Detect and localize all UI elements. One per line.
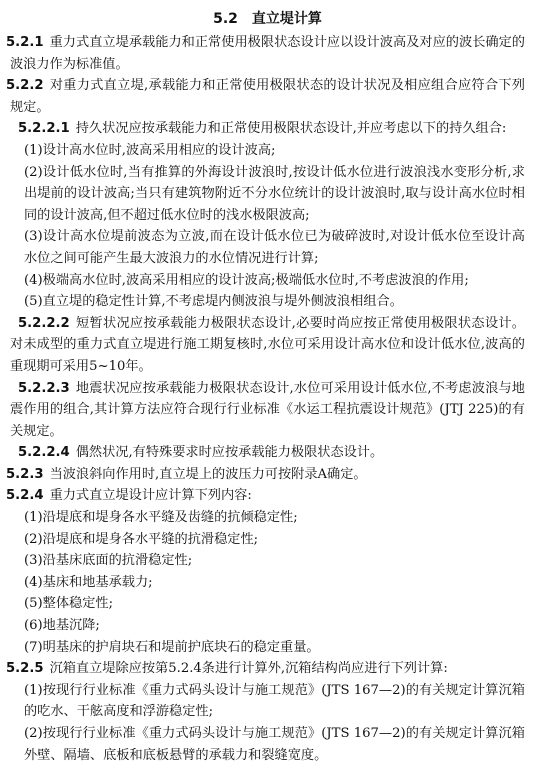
- clause-number: 5.2.1: [6, 35, 44, 50]
- list-item: [10, 680, 525, 723]
- clause-text: 当波浪斜向作用时,直立堤上的波压力可按附录A确定。: [49, 466, 367, 482]
- clause: [10, 378, 525, 443]
- clause: [6, 32, 525, 75]
- clause-number: 5.2.5: [6, 661, 44, 677]
- clause-text: 偶然状况,有特殊要求时应按承载能力极限状态设计。: [75, 445, 384, 461]
- list-item: [10, 291, 525, 313]
- clause-number: 5.2.3: [6, 466, 44, 482]
- clause-text: (2)沿堤底和堤身各水平缝的抗滑稳定性;: [24, 531, 259, 547]
- clause: [10, 118, 525, 140]
- clause: [6, 485, 525, 507]
- section-title: 直立堤计算: [251, 11, 322, 27]
- clause-text: 重力式直立堤承载能力和正常使用极限状态设计应以设计波高及对应的波长确定的波浪力作为标准值。: [10, 35, 525, 72]
- list-item: [10, 723, 525, 766]
- clause-text: (1)沿堤底和堤身各水平缝及齿缝的抗倾稳定性;: [24, 510, 298, 526]
- clause-text: (4)极端高水位时,波高采用相应的设计波高;极端低水位时,不考虑波浪的作用;: [24, 272, 469, 288]
- document-body: [6, 32, 525, 766]
- clause-text: (3)设计高水位堤前波态为立波,而在设计低水位已为破碎波时,对设计低水位至设计高水位之间可能产生最大波浪力的水位情况进行计算;: [24, 229, 525, 266]
- list-item: [10, 270, 525, 292]
- list-item: [10, 529, 525, 551]
- clause-text: (6)地基沉降;: [24, 618, 100, 634]
- list-item: [10, 162, 525, 227]
- clause-text: 沉箱直立堤除应按第5.2.4条进行计算外,沉箱结构尚应进行下列计算:: [49, 661, 448, 677]
- clause-text: 持久状况应按承载能力和正常使用极限状态设计,并应考虑以下的持久组合:: [75, 121, 507, 137]
- clause-number: 5.2.4: [6, 488, 44, 504]
- clause: [6, 464, 525, 486]
- section-heading: [10, 8, 525, 30]
- clause-number: 5.2.2.2: [18, 315, 70, 331]
- list-item: [10, 140, 525, 162]
- clause-text: (5)整体稳定性;: [24, 596, 114, 612]
- clause-number: 5.2.2.1: [18, 121, 70, 137]
- clause: [6, 658, 525, 680]
- clause-number: 5.2.2.3: [18, 380, 70, 396]
- clause-text: (2)按现行行业标准《重力式码头设计与施工规范》(JTS 167—2)的有关规定计算沉箱外壁、隔墙、底板和底板悬臂的承载力和裂缝宽度。: [24, 726, 525, 763]
- list-item: [10, 507, 525, 529]
- clause-text: 重力式直立堤设计应计算下列内容:: [49, 488, 252, 504]
- clause-text: (7)明基床的护肩块石和堤前护底块石的稳定重量。: [24, 639, 320, 655]
- clause-text: (1)设计高水位时,波高采用相应的设计波高;: [24, 142, 276, 158]
- clause-text: 短暂状况应按承载能力极限状态设计,必要时尚应按正常使用极限状态设计。对未成型的重力式直立堤进行施工期复核时,水位可采用设计高水位和设计低水位,波高的重现期可采用5~10年。: [10, 315, 525, 374]
- clause-text: 地震状况应按承载能力极限状态设计,水位可采用设计低水位,不考虑波浪与地震作用的组合,其计算方法应符合现行行业标准《水运工程抗震设计规范》(JTJ 225)的有关规定。: [10, 380, 525, 439]
- section-number: 5.2: [213, 11, 238, 27]
- clause-text: (5)直立堤的稳定性计算,不考虑堤内侧波浪与堤外侧波浪相组合。: [24, 294, 403, 310]
- clause: [6, 75, 525, 118]
- clause-text: (4)基床和地基承载力;: [24, 574, 153, 590]
- list-item: [10, 572, 525, 594]
- clause-text: (3)沿基床底面的抗滑稳定性;: [24, 553, 193, 569]
- list-item: [10, 637, 525, 659]
- list-item: [10, 550, 525, 572]
- clause: [10, 442, 525, 464]
- clause-text: (1)按现行行业标准《重力式码头设计与施工规范》(JTS 167—2)的有关规定计算沉箱的吃水、干舷高度和浮游稳定性;: [24, 682, 525, 720]
- clause-number: 5.2.2: [6, 78, 44, 94]
- clause-text: (2)设计低水位时,当有推算的外海设计波浪时,按设计低水位进行波浪浅水变形分析,求出堤前的设计波高;当只有建筑物附近不分水位统计的设计波浪时,取与设计高水位时相同的设计波高,但不超过低水位时的浅水极限波高;: [24, 164, 525, 223]
- clause-text: 对重力式直立堤,承载能力和正常使用极限状态的设计状况及相应组合应符合下列规定。: [10, 78, 525, 115]
- list-item: [10, 226, 525, 269]
- clause: [10, 313, 525, 378]
- list-item: [10, 615, 525, 637]
- list-item: [10, 593, 525, 615]
- clause-number: 5.2.2.4: [18, 445, 70, 461]
